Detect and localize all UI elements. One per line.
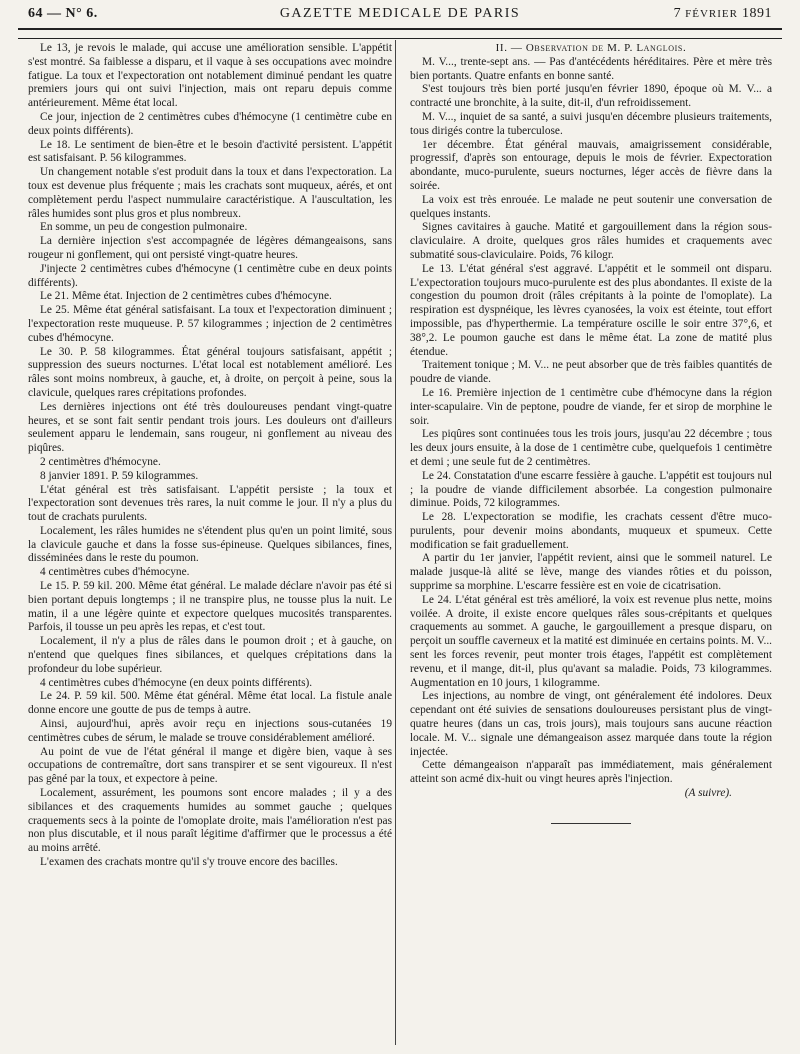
paragraph: M. V..., inquiet de sa santé, a suivi jusqu'en décembre plusieurs traitements, tous dirigés contre la tuberculose. (410, 110, 772, 137)
paragraph: Le 13, je revois le malade, qui accuse une amélioration sensible. L'appétit s'est montré. Sa faiblesse a disparu, et il vaque à ses occupations avec moindre fatigue. La toux et l'expectoration ont notablement diminué pendant les quatre premiers jours qui ont suivi l'injection, mais ont reparu depuis comme antérieurement. Même état local. (28, 42, 392, 110)
paragraph: Le 16. Première injection de 1 centimètre cube d'hémocyne dans la région inter-scapulaire. Vin de peptone, poudre de viande, fer et sirop de morphine le soir. (410, 386, 772, 427)
issue-month: FÉVRIER (685, 8, 738, 20)
paragraph: Au point de vue de l'état général il mange et digère bien, vaque à ses occupations de contremaître, dort sans transpirer et se sent vigoureux. Il n'est pas gêné par la toux, et expectore à peine. (28, 745, 392, 786)
right-column (410, 42, 772, 824)
paragraph: Le 24. P. 59 kil. 500. Même état général. Même état local. La fistule anale donne encore une goutte de pus de temps à autre. (28, 690, 392, 717)
paragraph: 2 centimètres d'hémocyne. (40, 455, 161, 468)
paragraph: Localement, les râles humides ne s'étendent plus qu'en un point limité, sous la clavicule gauche et dans la fosse sus-épineuse. Quelques sibilances, fines, disséminées dans le reste du poumon. (28, 524, 392, 565)
page-number: 64 — N° 6. (28, 6, 98, 21)
paragraph: Le 24. L'état général est très amélioré, la voix est revenue plus nette, moins voilée. A droite, il existe encore quelques râles sous-crépitants et quelques craquements au sommet. A gauche, le gargouillement a presque disparu, on perçoit un souffle caverneux et la matité est diminuée en certains points. M. V... sent les forces revenir, peut monter trois étages, l'appétit est complètement revenu, et il mange, dit-il, plus qu'avant sa maladie. Poids, 73 kilogrammes. Augmentation en 10 jours, 1 kilogramme. (410, 593, 772, 689)
paragraph: Ainsi, aujourd'hui, après avoir reçu en injections sous-cutanées 19 centimètres cubes de sérum, le malade se trouve considérablement amélioré. (28, 718, 392, 744)
paragraph: Traitement tonique ; M. V... ne peut absorber que de très faibles quantités de poudre de viande. (410, 359, 772, 386)
paragraph: Le 30. P. 58 kilogrammes. État général toujours satisfaisant, appétit ; suppression des sueurs nocturnes. L'état local est notablement amélioré. Les râles sont moins nombreux, à gauche, et, à droite, on perçoit à peine, sous la clavicule, quelques rares crépitations profondes. (28, 345, 392, 399)
paragraph: Un changement notable s'est produit dans la toux et dans l'expectoration. La toux est devenue plus fréquente ; mais les crachats sont muqueux, aérés, et ont complètement perdu l'aspect nummulaire caractéristique. A l'auscultation, les râles humides sont plus gros et plus nombreux. (28, 166, 392, 220)
to-be-continued: (A suivre). (684, 787, 732, 800)
issue-date: 7 FÉVRIER 1891 (673, 6, 772, 21)
paragraph: 8 janvier 1891. P. 59 kilogrammes. (40, 469, 199, 482)
paragraph: Les piqûres sont continuées tous les trois jours, jusqu'au 22 décembre ; tous les deux jours ensuite, à la dose de 1 centimètre cube, quelquefois 1 centimètre et demi ; une seule fut de 2 centimètres. (410, 428, 772, 468)
paragraph: L'examen des crachats montre qu'il s'y trouve encore des bacilles. (40, 856, 338, 869)
right-paragraphs (410, 56, 772, 787)
left-column (28, 42, 392, 870)
paragraph: La voix est très enrouée. Le malade ne peut soutenir une conversation de quelques instants. (410, 193, 772, 220)
paragraph: La dernière injection s'est accompagnée de légères démangeaisons, sans rougeur ni gonflement, qui ont persisté vingt-quatre heures. (28, 235, 392, 261)
header-rule (18, 28, 782, 39)
paragraph: 1er décembre. État général mauvais, amaigrissement considérable, progressif, d'après son entourage, depuis le mois de février. Expectoration abondante, muco-purulente, sueurs nocturnes, léger accès de fièvre dans la soirée. (410, 138, 772, 192)
paragraph: S'est toujours très bien porté jusqu'en février 1890, époque où M. V... a contracté une bronchite, à la suite, dit-il, d'un refroidissement. (410, 83, 772, 110)
paragraph: A partir du 1er janvier, l'appétit revient, ainsi que le sommeil naturel. Le malade jusque-là alité se lève, mange des viandes rôties et du poisson, supprime sa morphine. L'escarre fessière est en voie de cicatrisation. (410, 552, 772, 593)
paragraph: 4 centimètres cubes d'hémocyne. (40, 566, 190, 579)
paragraph: Les dernières injections ont été très douloureuses pendant vingt-quatre heures, et se sont fait sentir pendant trois jours. Les douleurs ont d'ailleurs seulement apparu le lendemain, sans rougeur, ni gonflement au niveau des piqûres. (28, 400, 392, 455)
paragraph: Le 18. Le sentiment de bien-être et le besoin d'activité persistent. L'appétit est satisfaisant. P. 56 kilogrammes. (28, 138, 392, 165)
paragraph: En somme, un peu de congestion pulmonaire. (40, 221, 248, 234)
page-header (28, 6, 772, 26)
paragraph: Le 25. Même état général satisfaisant. La toux et l'expectoration diminuent ; l'expectoration reste muqueuse. P. 57 kilogrammes ; injection de 2 centimètres cubes d'hémocyne. (28, 304, 392, 344)
paragraph: M. V..., trente-sept ans. — Pas d'antécédents héréditaires. Père et mère très bien portants. Quatre enfants en bonne santé. (410, 55, 772, 82)
paragraph: Signes cavitaires à gauche. Matité et gargouillement dans la région sous-claviculaire. A droite, quelques gros râles humides et craquements avec submatité sous-claviculaire. Poids, 76 kilogr. (410, 221, 772, 261)
paragraph: 4 centimètres cubes d'hémocyne (en deux points différents). (40, 676, 313, 689)
paragraph: Le 21. Même état. Injection de 2 centimètres cubes d'hémocyne. (40, 290, 332, 303)
paragraph: Ce jour, injection de 2 centimètres cubes d'hémocyne (1 centimètre cube en deux points différents). (28, 110, 392, 137)
paragraph: Localement, assurément, les poumons sont encore malades ; il y a des sibilances et des craquements humides au sommet gauche ; quelques craquements secs à la pointe de l'omoplate droite, mais l'amélioration n'est pas non plus discutable, et il nous paraît légitime d'affirmer que le processus a été au moins arrêté. (28, 787, 392, 855)
paragraph: Le 15. P. 59 kil. 200. Même état général. Le malade déclare n'avoir pas été si bien portant depuis longtemps ; il ne transpire plus, ne tousse plus la nuit. Le matin, il a une légère quinte et expectore quelques mucosités transparentes. Parfois, il tousse un peu après les repas, et c'est tout. (28, 580, 392, 634)
paragraph: Cette démangeaison n'apparaît pas immédiatement, mais généralement atteint son acmé dix-huit ou vingt heures après l'injection. (410, 759, 772, 786)
journal-title: GAZETTE MEDICALE DE PARIS (279, 6, 521, 21)
column-divider (395, 40, 396, 1045)
observation-title: II. — Observation de M. P. Langlois. (495, 42, 687, 54)
paragraph: L'état général est très satisfaisant. L'appétit persiste ; la toux et l'expectoration sont devenues très rares, la nuit comme le jour. Il n'y a plus du tout de crachats purulents. (28, 483, 392, 524)
paragraph: Localement, il n'y a plus de râles dans le poumon droit ; et à gauche, on n'entend que quelques fines sibilances, et quelques crépitations dans la profondeur du lobe supérieur. (28, 635, 392, 675)
paragraph: Le 24. Constatation d'une escarre fessière à gauche. L'appétit est toujours nul ; la poudre de viande difficilement absorbée. La congestion pulmonaire diminue. Poids, 72 kilogrammes. (410, 469, 772, 510)
paragraph: Le 28. L'expectoration se modifie, les crachats cessent d'être muco-purulents, pour devenir moins abondants, muqueux et spumeux. Cette modification se fait graduellement. (410, 511, 772, 551)
paragraph: Les injections, au nombre de vingt, ont généralement été indolores. Deux cependant ont été suivies de sensations douloureuses persistant plus de vingt-quatre heures (dans un cas, trois jours), mais toujours sans aucune réaction locale. M. V... signale une démangeaison assez marquée dans toute la région injectée. (410, 690, 772, 758)
paragraph: J'injecte 2 centimètres cubes d'hémocyne (1 centimètre cube en deux points différents). (28, 262, 392, 289)
end-rule (551, 823, 631, 824)
paragraph: Le 13. L'état général s'est aggravé. L'appétit et le sommeil ont disparu. L'expectoration toujours muco-purulente est des plus abondantes. Il existe de la congestion du poumon droit (râles crépitants à la pointe de l'omoplate). La respiration est dyspnéique, les lèvres cyanosées, la voix est éteinte, tout effort impossible, pas d'hyperthermie. La température oscille le soir entre 37°,6, et 38°,2. Le poumon gauche est dans le même état. La zone de matité plus étendue. (410, 262, 772, 358)
